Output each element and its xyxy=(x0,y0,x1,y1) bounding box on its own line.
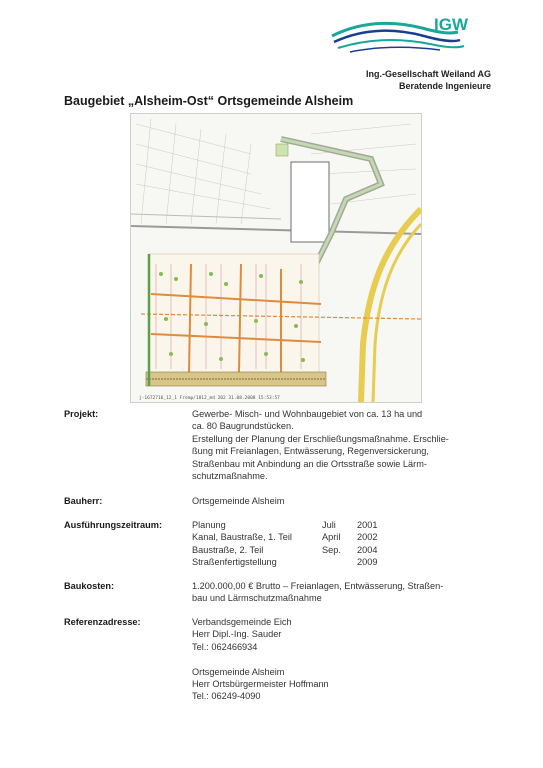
schedule-task: Straßenfertigstellung xyxy=(192,557,277,568)
site-plan-drawing xyxy=(131,114,421,402)
schedule-table xyxy=(192,519,392,569)
company-name: Ing.-Gesellschaft Weiland AG xyxy=(365,69,491,79)
page-title: Baugebiet „Alsheim-Ost“ Ortsgemeinde Alsheim xyxy=(64,94,354,108)
projekt-line: ca. 80 Baugrundstücken. xyxy=(192,421,294,432)
schedule-row xyxy=(192,531,392,543)
company-subtitle: Beratende Ingenieure xyxy=(398,81,491,91)
projekt-line: schutzmaßnahme. xyxy=(192,471,268,482)
schedule-task: Kanal, Baustraße, 1. Teil xyxy=(192,532,292,543)
schedule-month: April xyxy=(322,532,341,543)
logo-text: IGW xyxy=(434,15,468,34)
schedule-task: Baustraße, 2. Teil xyxy=(192,544,264,555)
schedule-row xyxy=(192,519,392,531)
ausfuehrung-label: Ausführungszeitraum: xyxy=(64,520,163,530)
projekt-label: Projekt: xyxy=(64,409,99,419)
plan-caption: j-1672716_12_1 Fremp/1812_md 202 31.08.2008 15:53:57 xyxy=(139,396,280,401)
site-plan-image xyxy=(130,113,422,403)
bauherr-value: Ortsgemeinde Alsheim xyxy=(192,496,285,506)
schedule-year: 2002 xyxy=(357,532,378,543)
projekt-line: Straßenbau mit Anbindung an die Ortsstraße sowie Lärm- xyxy=(192,458,427,469)
schedule-task: Planung xyxy=(192,520,226,530)
baukosten-label: Baukosten: xyxy=(64,581,115,591)
schedule-row xyxy=(192,556,392,568)
referenz-line: Herr Dipl.-Ing. Sauder xyxy=(192,629,282,640)
igw-logo xyxy=(330,14,492,56)
projekt-line: ßung mit Freianlagen, Entwässerung, Regenversickerung, xyxy=(192,446,429,457)
schedule-month: Juli xyxy=(322,520,336,530)
referenz-line: Ortsgemeinde Alsheim xyxy=(192,666,285,677)
logo-waves-graphic xyxy=(330,14,492,56)
referenz-line: Verbandsgemeinde Eich xyxy=(192,617,292,627)
company-block xyxy=(366,68,491,92)
schedule-year: 2001 xyxy=(357,520,378,530)
referenz-line: Tel.: 062466934 xyxy=(192,641,258,652)
schedule-year: 2004 xyxy=(357,544,378,555)
schedule-year: 2009 xyxy=(357,557,378,568)
bauherr-label: Bauherr: xyxy=(64,496,103,506)
baukosten-line: 1.200.000,00 € Brutto – Freianlagen, Entwässerung, Straßen- xyxy=(192,581,444,591)
referenz-line: Tel.: 06249-4090 xyxy=(192,691,261,702)
baukosten-line: bau und Lärmschutzmaßnahme xyxy=(192,593,322,604)
referenz-line: Herr Ortsbürgermeister Hoffmann xyxy=(192,679,329,690)
referenz-value xyxy=(192,616,492,703)
schedule-month: Sep. xyxy=(322,544,341,555)
baukosten-value xyxy=(192,580,492,605)
projekt-line: Erstellung der Planung der Erschließungsmaßnahme. Erschlie- xyxy=(192,433,449,444)
referenz-label: Referenzadresse: xyxy=(64,617,141,627)
schedule-row xyxy=(192,544,392,556)
projekt-line: Gewerbe- Misch- und Wohnbaugebiet von ca. 13 ha und xyxy=(192,409,423,419)
spacer xyxy=(192,653,492,665)
projekt-text xyxy=(192,408,492,482)
